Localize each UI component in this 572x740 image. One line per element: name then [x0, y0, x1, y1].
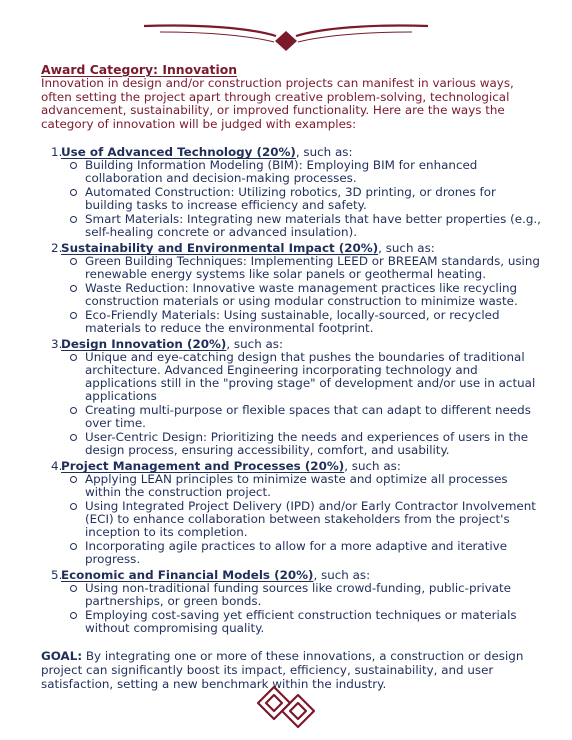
- example-item: [85, 540, 541, 566]
- category-name: Design Innovation (20%): [61, 337, 227, 352]
- example-item: [85, 473, 541, 499]
- example-text: Using Integrated Project Delivery (IPD) and/or Early Contractor Involvement (ECI) to enhance collaboration between stakeholders from the project's inception to its completion.: [85, 499, 536, 540]
- category-item: [41, 145, 541, 239]
- category-suffix: , such as:: [378, 241, 435, 256]
- example-item: [85, 255, 541, 281]
- interlocking-knot-logo-icon: [254, 683, 318, 731]
- example-list: [61, 473, 541, 566]
- category-suffix: , such as:: [226, 337, 284, 352]
- example-text: Waste Reduction: Innovative waste management practices like recycling construction materials or using modular construction to minimize waste.: [85, 281, 518, 309]
- example-text: Employing cost-saving yet efficient construction techniques or materials without compromising quality.: [85, 608, 517, 636]
- circle-bullet-icon: [70, 612, 77, 619]
- intro-paragraph: Innovation in design and/or construction projects can manifest in various ways, often setting the project apart through creative problem-solving, technological advancement, sustainability, or improved functionality. Here are the ways the category of innovation will be judged with examples:: [41, 76, 514, 131]
- circle-bullet-icon: [70, 543, 77, 550]
- title-prefix: Award Category: [41, 62, 154, 77]
- example-item: [85, 582, 541, 608]
- example-list: [61, 351, 541, 457]
- example-text: Building Information Modeling (BIM): Employing BIM for enhanced collaboration and decision-making processes.: [85, 158, 478, 186]
- category-name: Project Management and Processes (20%): [61, 459, 345, 474]
- category-item: [41, 568, 541, 635]
- circle-bullet-icon: [70, 258, 77, 265]
- example-item: [85, 609, 541, 635]
- example-item: [85, 213, 541, 239]
- category-name: Economic and Financial Models (20%): [61, 568, 314, 583]
- circle-bullet-icon: [70, 585, 77, 592]
- circle-bullet-icon: [70, 312, 77, 319]
- category-heading: [61, 568, 541, 582]
- category-number: 5.: [51, 568, 63, 583]
- circle-bullet-icon: [70, 503, 77, 510]
- circle-bullet-icon: [70, 407, 77, 414]
- document-body: [41, 62, 541, 691]
- example-item: [85, 500, 541, 539]
- example-item: [85, 351, 541, 403]
- category-heading: [61, 241, 541, 255]
- example-item: [85, 431, 541, 457]
- example-text: Applying LEAN principles to minimize waste and optimize all processes within the construction project.: [85, 472, 508, 500]
- category-suffix: , such as:: [295, 145, 353, 160]
- category-heading: [61, 145, 541, 159]
- circle-bullet-icon: [70, 216, 77, 223]
- circle-bullet-icon: [70, 476, 77, 483]
- example-list: [61, 159, 541, 239]
- category-list: [41, 145, 541, 635]
- example-text: User-Centric Design: Prioritizing the needs and experiences of users in the design process, ensuring accessibility, comfort, and usability.: [85, 430, 529, 458]
- example-item: [85, 404, 541, 430]
- category-number: 3.: [51, 337, 63, 352]
- category-heading: [61, 337, 541, 351]
- goal-label: GOAL:: [41, 649, 83, 664]
- category-number: 4.: [51, 459, 63, 474]
- circle-bullet-icon: [70, 354, 77, 361]
- goal-text: By integrating one or more of these innovations, a construction or design project can significantly boost its impact, efficiency, sustainability, and user satisfaction, setting a new benchmark within the industry.: [41, 649, 524, 692]
- example-item: [85, 282, 541, 308]
- category-name: Sustainability and Environmental Impact (20%): [61, 241, 379, 256]
- example-list: [61, 582, 541, 635]
- example-text: Using non-traditional funding sources like crowd-funding, public-private partnerships, or green bonds.: [85, 581, 512, 609]
- example-text: Creating multi-purpose or flexible spaces that can adapt to different needs over time.: [85, 403, 531, 431]
- example-list: [61, 255, 541, 335]
- category-suffix: , such as:: [344, 459, 401, 474]
- title-category: Innovation: [162, 62, 238, 77]
- category-number: 1.: [51, 145, 63, 160]
- category-item: [41, 337, 541, 457]
- example-item: [85, 309, 541, 335]
- category-heading: [61, 459, 541, 473]
- category-number: 2.: [51, 241, 63, 256]
- example-item: [85, 186, 541, 212]
- category-name: Use of Advanced Technology (20%): [61, 145, 296, 160]
- circle-bullet-icon: [70, 189, 77, 196]
- example-text: Incorporating agile practices to allow for a more adaptive and iterative progress.: [85, 539, 508, 567]
- example-item: [85, 159, 541, 185]
- category-item: [41, 241, 541, 335]
- flourish-diamond-ornament-icon: [140, 14, 432, 54]
- example-text: Automated Construction: Utilizing robotics, 3D printing, or drones for building tasks to increase efficiency and safety.: [85, 185, 496, 213]
- circle-bullet-icon: [70, 434, 77, 441]
- example-text: Green Building Techniques: Implementing LEED or BREEAM standards, using renewable energy systems like solar panels or geothermal heating.: [85, 254, 540, 282]
- page-title: [41, 62, 541, 77]
- example-text: Eco-Friendly Materials: Using sustainable, locally-sourced, or recycled materials to reduce the environmental footprint.: [85, 308, 500, 336]
- category-suffix: , such as:: [313, 568, 371, 583]
- circle-bullet-icon: [70, 162, 77, 169]
- circle-bullet-icon: [70, 285, 77, 292]
- title-separator: :: [153, 62, 163, 77]
- category-item: [41, 459, 541, 566]
- example-text: Unique and eye-catching design that pushes the boundaries of traditional architecture. Advanced Engineering incorporating technology and applications still in the "proving stage" of development and/or use in actual applications: [85, 350, 536, 404]
- example-text: Smart Materials: Integrating new materials that have better properties (e.g., self-healing concrete or advanced insulation).: [85, 212, 541, 240]
